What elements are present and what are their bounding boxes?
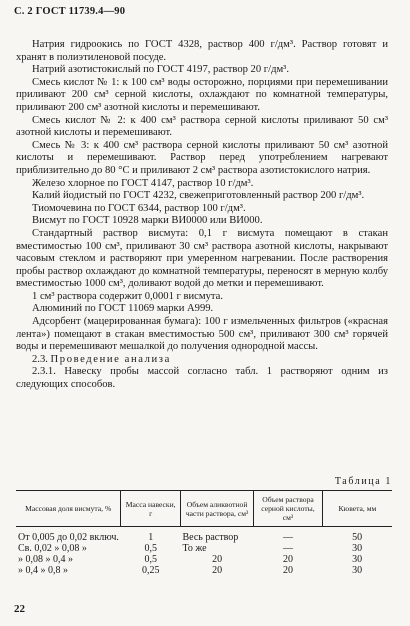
table-row: [16, 554, 392, 565]
table-row: [16, 527, 392, 544]
table-cell: 1: [148, 532, 154, 543]
table-cell: То же: [182, 543, 207, 554]
table-cell: 0,5: [144, 543, 157, 554]
table-cell: От 0,005 до 0,02 включ.: [18, 532, 119, 543]
paragraph: Стандартный раствор висмута: 0,1 г висмута помещают в стакан вместимостью 100 см³, приливают 30 см³ раствора азотной кислоты, накрывают часовым стеклом и растворяют при умеренном нагревании. После растворения пробы раствор охлаждают до комнатной температуры, переносят в мерную колбу вместимостью 1000 см³, доливают водой до метки и перемешивают.: [16, 227, 388, 290]
table-cell: Весь раствор: [182, 532, 239, 543]
paragraph: Натрий азотистокислый по ГОСТ 4197, раствор 20 г/дм³.: [32, 64, 290, 76]
table-cell: 20: [212, 565, 223, 576]
paragraph: 1 см³ раствора содержит 0,0001 г висмута.: [32, 290, 223, 302]
section-title: Проведение анализа: [50, 353, 171, 365]
paragraph: Алюминий по ГОСТ 11069 марки А999.: [32, 303, 214, 315]
table-row: [16, 565, 392, 576]
table-cell: 30: [352, 565, 363, 576]
paragraph: Тиомочевина по ГОСТ 6344, раствор 100 г/дм³.: [32, 202, 246, 214]
table-cell: » 0,4 » 0,8 »: [18, 565, 68, 576]
table-row: [16, 543, 392, 554]
paragraph: Висмут по ГОСТ 10928 марки ВИ0000 или ВИ000.: [32, 215, 263, 227]
paragraph: Натрия гидроокись по ГОСТ 4328, раствор 400 г/дм³. Раствор готовят и хранят в полиэтиленовой посуде.: [16, 39, 388, 63]
paragraph: Смесь кислот № 1: к 100 см³ воды осторожно, порциями при перемешивании приливают 200 см³ серной кислоты, охлаждают по комнатной температуры, приливают 200 см³ азотной кислоты и перемешивают.: [16, 76, 388, 113]
page-number: 22: [14, 603, 25, 615]
body-text: [16, 39, 388, 392]
section-heading: [16, 354, 388, 367]
table-cell: 0,25: [141, 565, 160, 576]
column-header: Объем аликвотной части раствора, см³: [181, 491, 254, 527]
section-number: 2.3.: [32, 353, 48, 365]
subsection-paragraph: 2.3.1. Навеску пробы массой согласно табл. 1 растворяют одним из следующих способов.: [16, 366, 388, 391]
paragraph: Адсорбент (мацерированная бумага): 100 г измельченных фильтров («красная лента») помещают в стакан вместимостью 500 см³, приливают 300 см³ горячей воды и перемешивают мешалкой до получения однородной массы.: [16, 316, 388, 353]
table-cell: —: [282, 543, 293, 554]
page-header: С. 2 ГОСТ 11739.4—90: [14, 6, 126, 17]
table-cell: 50: [352, 532, 363, 543]
table-cell: » 0,08 » 0,4 »: [18, 554, 73, 565]
column-header: Объем раствора серной кислоты, см³: [254, 491, 323, 527]
paragraph: Смесь кислот № 2: к 400 см³ раствора серной кислоты приливают 50 см³ азотной кислоты и перемешивают.: [16, 114, 388, 139]
table-cell: 20: [282, 554, 293, 565]
data-table: [16, 490, 392, 576]
column-header: Массовая доля висмута, %: [16, 491, 121, 527]
table-cell: 30: [352, 554, 363, 565]
table-cell: 20: [282, 565, 293, 576]
table-cell: 0,5: [144, 554, 157, 565]
table-caption: Таблица 1: [334, 476, 392, 487]
table-cell: —: [282, 532, 293, 543]
paragraph: Железо хлорное по ГОСТ 4147, раствор 10 г/дм³.: [32, 177, 254, 189]
table-cell: Св. 0,02 » 0,08 »: [18, 543, 87, 554]
column-header: Масса навески, г: [121, 491, 181, 527]
table-cell: 30: [352, 543, 363, 554]
column-header: Кювета, мм: [322, 491, 392, 527]
table-header-row: [16, 491, 392, 527]
table-cell: 20: [212, 554, 223, 565]
paragraph: Смесь № 3: к 400 см³ раствора серной кислоты приливают 50 см³ азотной кислоты и перемешивают. Раствор перед употреблением нагревают приблизительно до 80 °С и приливают 2 см³ раствора азотистокислого натрия.: [16, 139, 388, 176]
paragraph: Калий йодистый по ГОСТ 4232, свежеприготовленный раствор 200 г/дм³.: [32, 190, 365, 202]
